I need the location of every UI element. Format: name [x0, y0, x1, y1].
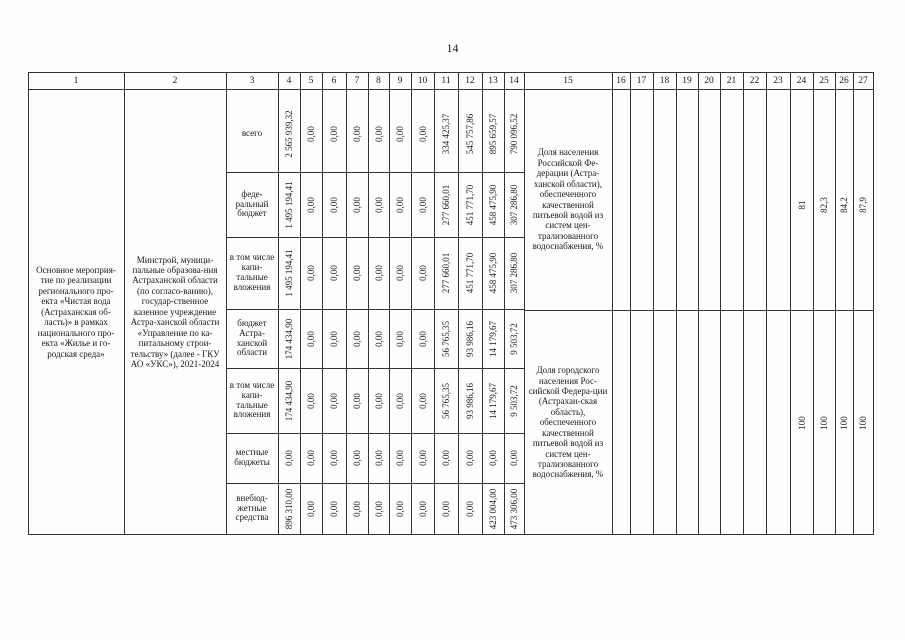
column-border [28, 72, 29, 535]
column-border [676, 72, 677, 535]
value-cell: 0,00 [352, 265, 362, 281]
value-cell: 0,00 [417, 196, 428, 213]
column-header: 4 [286, 76, 292, 87]
value-cell: 0,00 [417, 392, 428, 409]
column-header: 17 [636, 76, 647, 87]
value-cell: 0,00 [306, 126, 316, 142]
column-header: 13 [488, 76, 498, 87]
value-cell: 0,00 [395, 126, 405, 142]
value-cell: 0,00 [352, 500, 362, 517]
value-cell: 0,00 [352, 126, 362, 142]
value-cell: 0,00 [306, 330, 316, 347]
column-border [504, 72, 505, 535]
column-header: 19 [682, 76, 692, 87]
value-cell: 0,00 [395, 265, 405, 281]
value-cell: 0,00 [373, 126, 384, 142]
column-header: 22 [749, 76, 760, 87]
column-border [524, 72, 525, 535]
value-cell: 895 659,57 [488, 113, 498, 155]
indicator-value: 84,2 [839, 197, 849, 213]
value-cell: 307 286,80 [509, 252, 519, 294]
column-border [482, 72, 483, 535]
value-cell: 458 475,90 [488, 252, 498, 294]
value-cell: 0,00 [329, 392, 339, 409]
indicator-value: 100 [796, 416, 807, 430]
column-border [630, 72, 631, 535]
column-header: 9 [397, 76, 403, 87]
value-cell: 0,00 [329, 330, 339, 347]
value-cell: 2 565 939,32 [284, 110, 294, 158]
column-border [458, 72, 459, 535]
value-cell: 0,00 [329, 450, 339, 466]
value-cell: 0,00 [488, 450, 498, 466]
column-header: 25 [819, 76, 829, 87]
value-cell: 0,00 [306, 500, 316, 517]
value-cell: 0,00 [373, 450, 384, 466]
value-cell: 0,00 [417, 126, 428, 142]
event-name: Основное мероприя-тие по реализации регионального про-екта «Чистая вода (Астраханская об-ласть)» в рамках национального про-екта «Жилье и го-родская среда» [36, 265, 116, 359]
value-cell: 14 179,67 [488, 320, 498, 357]
value-cell: 0,00 [329, 126, 339, 142]
column-border [346, 72, 347, 535]
column-header: 26 [839, 76, 849, 87]
column-header: 27 [858, 76, 868, 87]
column-border [743, 72, 744, 535]
column-border [368, 72, 369, 535]
column-border [653, 72, 654, 535]
indicator-value: 100 [819, 416, 829, 430]
value-cell: 0,00 [395, 196, 405, 213]
value-cell: 0,00 [352, 450, 362, 466]
column-header: 10 [417, 76, 428, 87]
source-label: феде-ральный бюджет [235, 188, 269, 219]
source-label: всего [241, 128, 263, 139]
value-cell: 0,00 [417, 450, 428, 466]
column-border [698, 72, 699, 535]
value-cell: 174 434,90 [284, 380, 294, 421]
value-cell: 451 771,70 [465, 252, 475, 294]
source-label: в том числе капи-тальные вложения [229, 379, 275, 420]
value-cell: 1 495 194,41 [284, 249, 294, 297]
column-header: 11 [441, 76, 451, 87]
value-cell: 14 179,67 [488, 382, 498, 419]
indicator-value: 82,3 [819, 197, 829, 213]
value-cell: 0,00 [306, 392, 316, 409]
value-cell: 307 286,80 [509, 184, 519, 225]
column-header: 6 [331, 76, 337, 87]
value-cell: 0,00 [373, 196, 384, 213]
value-cell: 174 434,90 [284, 318, 294, 359]
column-border [278, 72, 279, 535]
column-header: 14 [509, 76, 519, 87]
value-cell: 0,00 [373, 500, 384, 517]
indicator-value: 81 [796, 200, 807, 210]
column-header: 24 [796, 76, 807, 87]
value-cell: 9 503,72 [509, 322, 519, 355]
source-label: внебюд-жетные средства [235, 492, 269, 523]
value-cell: 0,00 [329, 196, 339, 213]
column-header: 1 [73, 76, 79, 87]
column-border [790, 72, 791, 535]
value-cell: 0,00 [395, 330, 405, 347]
value-cell: 451 771,70 [465, 184, 475, 225]
value-cell: 0,00 [509, 450, 519, 466]
value-cell: 0,00 [395, 450, 405, 466]
column-border [853, 72, 854, 535]
value-cell: 0,00 [306, 265, 316, 281]
column-header: 23 [773, 76, 783, 87]
value-cell: 93 986,16 [465, 382, 475, 419]
column-header: 12 [465, 76, 475, 87]
value-cell: 458 475,90 [488, 184, 498, 225]
value-cell: 0,00 [417, 330, 428, 347]
column-header: 21 [726, 76, 737, 87]
value-cell: 0,00 [306, 450, 316, 466]
value-cell: 0,00 [352, 392, 362, 409]
column-header: 8 [376, 76, 381, 87]
value-cell: 0,00 [441, 450, 451, 466]
value-cell: 790 096,52 [509, 113, 519, 155]
indicator-value: 100 [839, 416, 849, 430]
column-header: 5 [308, 76, 314, 87]
indicator-1-text: Доля населения Российской Фе-дерации (Астра-ханской области), обеспеченного качественной питьевой водой из систем цен-трализованного водоснабжения, % [532, 147, 604, 252]
column-border [434, 72, 435, 535]
value-cell: 896 310,00 [284, 488, 294, 529]
value-cell: 277 660,01 [441, 252, 451, 294]
value-cell: 56 765,35 [441, 320, 451, 357]
indicator-value: 87,9 [858, 197, 868, 213]
source-label: в том числе капи-тальные вложения [229, 252, 275, 292]
column-border [813, 72, 814, 535]
column-header: 18 [659, 76, 670, 87]
value-cell: 334 425,37 [441, 113, 451, 155]
column-header: 20 [704, 76, 714, 87]
column-border [124, 72, 125, 535]
value-cell: 0,00 [417, 500, 428, 517]
value-cell: 0,00 [352, 330, 362, 347]
value-cell: 56 765,35 [441, 382, 451, 419]
column-border [835, 72, 836, 535]
value-cell: 9 503,72 [509, 384, 519, 417]
column-border [322, 72, 323, 535]
value-cell: 545 757,86 [465, 113, 475, 155]
column-header: 3 [249, 76, 255, 87]
value-cell: 0,00 [395, 500, 405, 517]
column-header: 15 [563, 76, 573, 87]
source-label: бюджет Астра-ханской области [236, 317, 268, 358]
column-header: 7 [354, 76, 360, 87]
value-cell: 0,00 [306, 196, 316, 213]
column-border [300, 72, 301, 535]
value-cell: 423 004,00 [488, 488, 498, 529]
indicator-value: 100 [858, 416, 868, 430]
value-cell: 0,00 [395, 392, 405, 409]
column-border [411, 72, 412, 535]
value-cell: 0,00 [441, 500, 451, 517]
value-cell: 0,00 [373, 330, 384, 347]
value-cell: 0,00 [465, 450, 475, 466]
column-border [720, 72, 721, 535]
executor-text: Минстрой, муници-пальные образова-ния Астраханской области (по согласо-ванию), государ-ственное казенное учреждение Астра-ханской области «Управление по ка-питальному строи-тельству» (далее - ГКУ АО «УКС»), 2021-2024 [130, 254, 220, 369]
value-cell: 0,00 [352, 196, 362, 213]
value-cell: 0,00 [329, 265, 339, 281]
value-cell: 0,00 [329, 500, 339, 517]
column-header: 2 [172, 76, 178, 87]
value-cell: 0,00 [284, 450, 294, 466]
value-cell: 277 660,01 [441, 184, 451, 225]
indicator-2-text: Доля городского населения Рос-сийской Федера-ции (Астрахан-ская область), обеспеченного качественной питьевой водой из систем цен-трализованного водоснабжения, % [528, 365, 608, 480]
value-cell: 473 306,00 [509, 488, 519, 529]
page-number: 14 [446, 41, 459, 55]
value-cell: 0,00 [465, 500, 475, 517]
value-cell: 0,00 [373, 392, 384, 409]
column-border [612, 72, 613, 535]
value-cell: 93 986,16 [465, 320, 475, 357]
column-header: 16 [616, 76, 626, 87]
value-cell: 0,00 [373, 265, 384, 281]
value-cell: 0,00 [417, 265, 428, 281]
source-label: местные бюджеты [234, 447, 270, 467]
column-border [766, 72, 767, 535]
column-border [873, 72, 874, 535]
column-border [389, 72, 390, 535]
value-cell: 1 495 194,41 [284, 180, 294, 229]
